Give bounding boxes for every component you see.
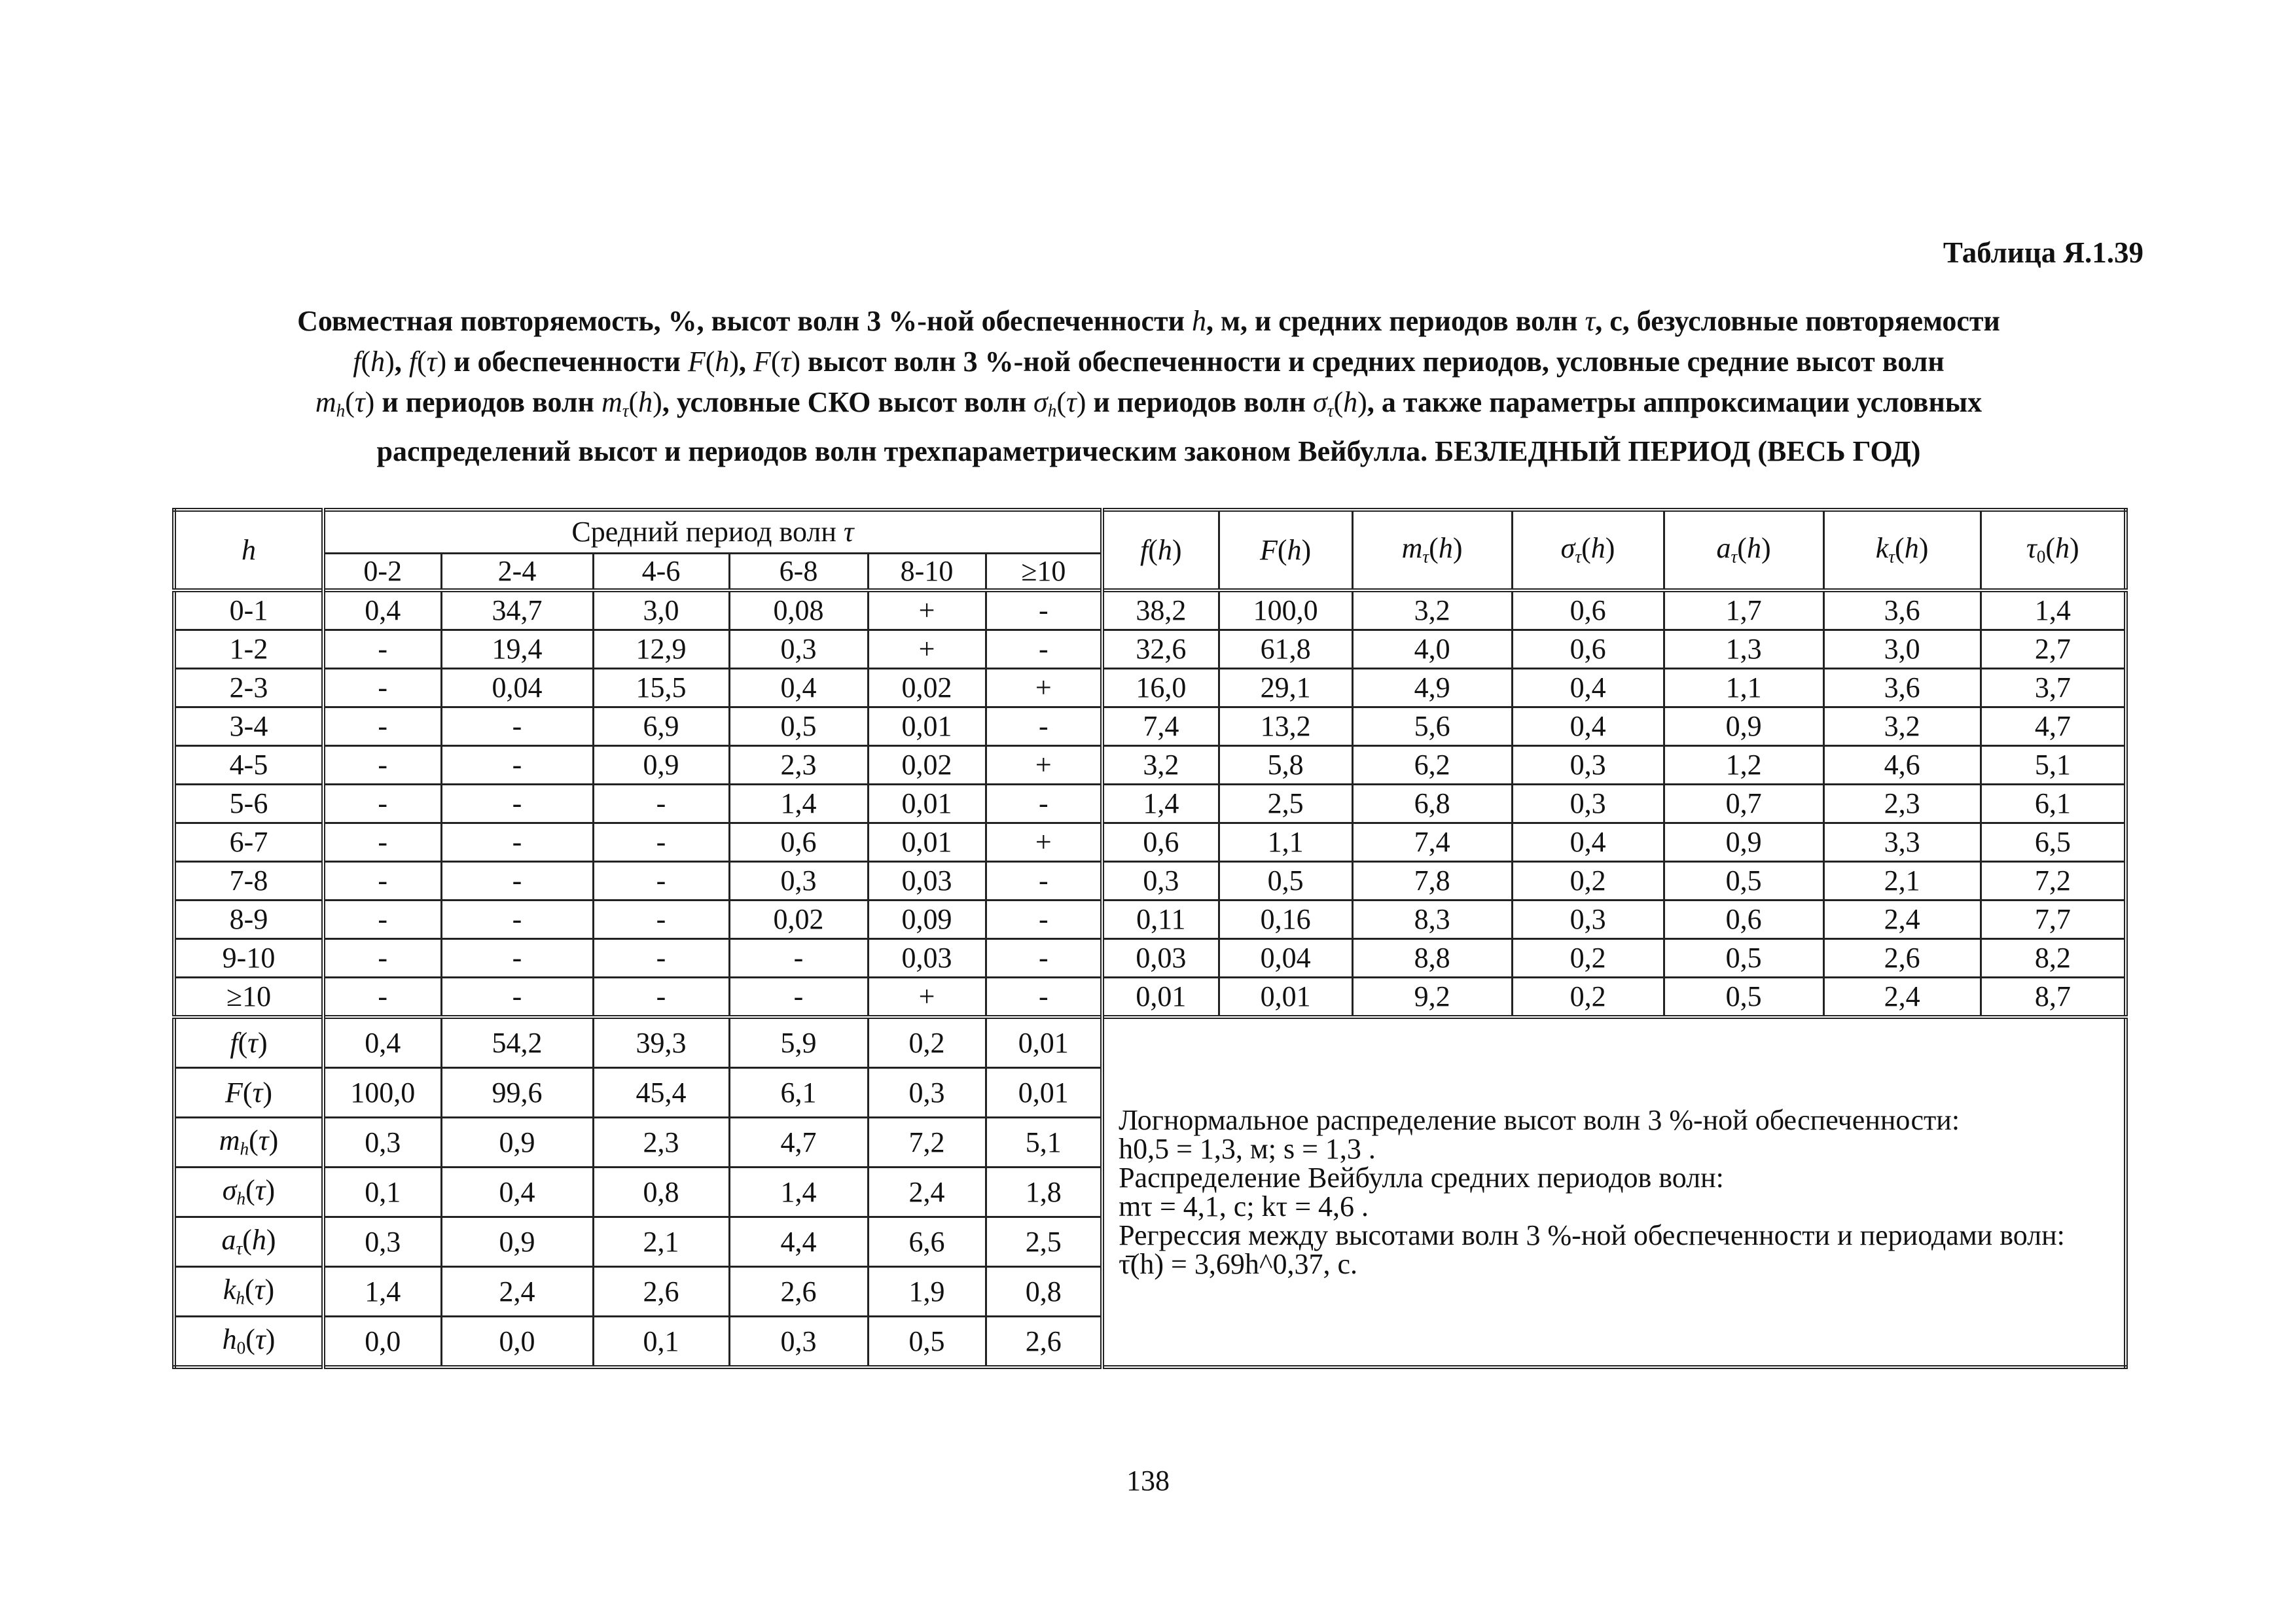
period-value-cell: 1,4 bbox=[729, 785, 868, 823]
period-value-cell: - bbox=[593, 939, 729, 978]
stat-value-cell: 0,2 bbox=[1512, 862, 1664, 901]
stat-value-cell: 2,1 bbox=[1823, 862, 1981, 901]
period-value-cell: 15,5 bbox=[593, 669, 729, 707]
caption-line-2: f(h), f(τ) и обеспеченности F(h), F(τ) высот волн 3 %-ной обеспеченности и средних периодов, условные средние высот волн bbox=[353, 346, 1945, 378]
stat-value-cell: 3,3 bbox=[1823, 823, 1981, 862]
stat-value-cell: 2,7 bbox=[1981, 630, 2126, 669]
table-row bbox=[174, 823, 2126, 862]
footer-value-cell: 4,4 bbox=[729, 1217, 868, 1267]
stat-value-cell: 6,8 bbox=[1352, 785, 1512, 823]
stat-value-cell: 1,3 bbox=[1664, 630, 1823, 669]
stat-value-cell: 0,6 bbox=[1664, 901, 1823, 939]
footer-value-cell: 0,8 bbox=[986, 1267, 1102, 1317]
stat-value-cell: 4,9 bbox=[1352, 669, 1512, 707]
period-value-cell: 0,9 bbox=[593, 746, 729, 785]
period-value-cell: + bbox=[986, 669, 1102, 707]
stat-value-cell: 1,7 bbox=[1664, 590, 1823, 630]
stat-header: $k_\tau(h)$ bbox=[1823, 510, 1981, 590]
period-value-cell: - bbox=[986, 862, 1102, 901]
footer-value-cell: 4,7 bbox=[729, 1118, 868, 1168]
stat-value-cell: 0,9 bbox=[1664, 707, 1823, 746]
footer-value-cell: 2,6 bbox=[593, 1267, 729, 1317]
table-row bbox=[174, 669, 2126, 707]
period-value-cell: 0,4 bbox=[729, 669, 868, 707]
footer-value-cell: 0,8 bbox=[593, 1168, 729, 1217]
footer-value-cell: 0,5 bbox=[868, 1317, 986, 1368]
period-value-cell: 0,01 bbox=[868, 785, 986, 823]
stat-value-cell: 0,5 bbox=[1219, 862, 1352, 901]
footer-row-label: $k_h(\tau)$ bbox=[174, 1267, 323, 1317]
footer-value-cell: 2,6 bbox=[729, 1267, 868, 1317]
period-value-cell: - bbox=[441, 978, 593, 1018]
period-value-cell: - bbox=[323, 707, 441, 746]
footer-value-cell: 0,3 bbox=[868, 1068, 986, 1118]
stat-value-cell: 0,9 bbox=[1664, 823, 1823, 862]
period-value-cell: - bbox=[323, 862, 441, 901]
footer-value-cell: 0,3 bbox=[323, 1118, 441, 1168]
period-value-cell: - bbox=[323, 939, 441, 978]
period-value-cell: 6,9 bbox=[593, 707, 729, 746]
page-number: 138 bbox=[1126, 1465, 1170, 1497]
stat-value-cell: 2,5 bbox=[1219, 785, 1352, 823]
table-number: Таблица Я.1.39 bbox=[1943, 236, 2144, 269]
period-value-cell: 34,7 bbox=[441, 590, 593, 630]
period-value-cell: - bbox=[323, 823, 441, 862]
period-value-cell: - bbox=[323, 746, 441, 785]
stat-value-cell: 0,03 bbox=[1102, 939, 1219, 978]
stat-value-cell: 0,2 bbox=[1512, 978, 1664, 1018]
stat-value-cell: 0,01 bbox=[1219, 978, 1352, 1018]
table-caption bbox=[131, 301, 2166, 472]
period-value-cell: - bbox=[986, 939, 1102, 978]
footer-value-cell: 0,9 bbox=[441, 1118, 593, 1168]
stat-value-cell: 1,1 bbox=[1664, 669, 1823, 707]
footer-value-cell: 0,4 bbox=[323, 1017, 441, 1068]
period-value-cell: 0,09 bbox=[868, 901, 986, 939]
period-value-cell: - bbox=[729, 939, 868, 978]
caption-line-3: $m_h(\tau)$ и периодов волн $m_\tau(h)$, условные СКО высот волн $\sigma_h(\tau)$ и периодов волн $\sigma_\tau(h)$, а также параметры аппроксимации условных bbox=[315, 386, 1982, 421]
footer-value-cell: 100,0 bbox=[323, 1068, 441, 1118]
row-h-range: 4-5 bbox=[174, 746, 323, 785]
table-row bbox=[174, 862, 2126, 901]
period-value-cell: 12,9 bbox=[593, 630, 729, 669]
period-value-cell: + bbox=[986, 746, 1102, 785]
caption-line-1: Совместная повторяемость, %, высот волн 3 %-ной обеспеченности h, м, и средних периодов волн τ, с, безусловные повторяемости bbox=[297, 305, 2000, 337]
period-value-cell: + bbox=[986, 823, 1102, 862]
period-value-cell: 19,4 bbox=[441, 630, 593, 669]
stat-value-cell: 0,3 bbox=[1512, 901, 1664, 939]
period-value-cell: + bbox=[868, 630, 986, 669]
lognormal-title: Логнормальное распределение высот волн 3 %-ной обеспеченности: bbox=[1119, 1103, 1960, 1136]
stat-header: F(h) bbox=[1219, 510, 1352, 590]
stat-value-cell: 7,2 bbox=[1981, 862, 2126, 901]
period-value-cell: + bbox=[868, 978, 986, 1018]
period-value-cell: - bbox=[323, 901, 441, 939]
stat-value-cell: 3,2 bbox=[1352, 590, 1512, 630]
stat-value-cell: 29,1 bbox=[1219, 669, 1352, 707]
period-value-cell: - bbox=[441, 823, 593, 862]
stat-header: $\sigma_\tau(h)$ bbox=[1512, 510, 1664, 590]
header-row bbox=[174, 510, 2126, 554]
footer-value-cell: 2,4 bbox=[441, 1267, 593, 1317]
stat-value-cell: 3,6 bbox=[1823, 669, 1981, 707]
table-row bbox=[174, 785, 2126, 823]
stat-header: $m_\tau(h)$ bbox=[1352, 510, 1512, 590]
period-value-cell: 0,03 bbox=[868, 862, 986, 901]
period-column-header: 0-2 bbox=[323, 554, 441, 591]
period-column-header: ≥10 bbox=[986, 554, 1102, 591]
stat-value-cell: 3,0 bbox=[1823, 630, 1981, 669]
period-value-cell: - bbox=[441, 901, 593, 939]
row-h-range: 7-8 bbox=[174, 862, 323, 901]
footer-value-cell: 0,1 bbox=[593, 1317, 729, 1368]
period-column-header: 6-8 bbox=[729, 554, 868, 591]
stat-value-cell: 100,0 bbox=[1219, 590, 1352, 630]
stat-value-cell: 3,2 bbox=[1102, 746, 1219, 785]
stat-value-cell: 2,4 bbox=[1823, 901, 1981, 939]
period-column-header: 4-6 bbox=[593, 554, 729, 591]
row-h-range: 6-7 bbox=[174, 823, 323, 862]
stat-value-cell: 4,0 bbox=[1352, 630, 1512, 669]
row-h-range: 1-2 bbox=[174, 630, 323, 669]
period-value-cell: + bbox=[868, 590, 986, 630]
stat-value-cell: 0,01 bbox=[1102, 978, 1219, 1018]
footer-value-cell: 0,3 bbox=[729, 1317, 868, 1368]
table-row bbox=[174, 746, 2126, 785]
period-value-cell: - bbox=[986, 707, 1102, 746]
stat-value-cell: 4,7 bbox=[1981, 707, 2126, 746]
footer-value-cell: 0,2 bbox=[868, 1017, 986, 1068]
table-row bbox=[174, 901, 2126, 939]
period-value-cell: - bbox=[441, 746, 593, 785]
period-value-cell: - bbox=[441, 939, 593, 978]
caption-line-4: распределений высот и периодов волн трехпараметрическим законом Вейбулла. БЕЗЛЕДНЫЙ ПЕРИОД (ВЕСЬ ГОД) bbox=[376, 435, 1921, 467]
stat-value-cell: 7,7 bbox=[1981, 901, 2126, 939]
footer-value-cell: 45,4 bbox=[593, 1068, 729, 1118]
period-value-cell: 0,5 bbox=[729, 707, 868, 746]
footer-value-cell: 0,0 bbox=[441, 1317, 593, 1368]
stat-value-cell: 0,3 bbox=[1102, 862, 1219, 901]
stat-value-cell: 0,5 bbox=[1664, 862, 1823, 901]
footer-row bbox=[174, 1017, 2126, 1068]
stat-header: f(h) bbox=[1102, 510, 1219, 590]
stat-value-cell: 0,6 bbox=[1512, 630, 1664, 669]
stat-value-cell: 0,4 bbox=[1512, 707, 1664, 746]
footer-value-cell: 5,1 bbox=[986, 1118, 1102, 1168]
stat-value-cell: 38,2 bbox=[1102, 590, 1219, 630]
row-h-range: 0-1 bbox=[174, 590, 323, 630]
footer-value-cell: 2,4 bbox=[868, 1168, 986, 1217]
period-column-header: 2-4 bbox=[441, 554, 593, 591]
stat-value-cell: 0,5 bbox=[1664, 939, 1823, 978]
row-h-range: 2-3 bbox=[174, 669, 323, 707]
footer-value-cell: 6,1 bbox=[729, 1068, 868, 1118]
stat-value-cell: 6,2 bbox=[1352, 746, 1512, 785]
period-value-cell: 0,3 bbox=[729, 862, 868, 901]
period-value-cell: - bbox=[986, 630, 1102, 669]
weibull-values: mτ = 4,1, с; kτ = 4,6 . bbox=[1119, 1190, 1369, 1222]
stat-value-cell: 16,0 bbox=[1102, 669, 1219, 707]
period-value-cell: - bbox=[729, 978, 868, 1018]
period-value-cell: - bbox=[323, 630, 441, 669]
period-value-cell: 0,04 bbox=[441, 669, 593, 707]
stat-value-cell: 7,4 bbox=[1352, 823, 1512, 862]
h-column-header: h bbox=[174, 510, 323, 590]
distribution-notes bbox=[1102, 1017, 2126, 1367]
weibull-title: Распределение Вейбулла средних периодов волн: bbox=[1119, 1161, 1724, 1194]
stat-value-cell: 8,2 bbox=[1981, 939, 2126, 978]
stat-value-cell: 1,1 bbox=[1219, 823, 1352, 862]
stat-value-cell: 61,8 bbox=[1219, 630, 1352, 669]
period-value-cell: - bbox=[593, 978, 729, 1018]
stat-value-cell: 0,6 bbox=[1512, 590, 1664, 630]
period-value-cell: - bbox=[323, 978, 441, 1018]
footer-value-cell: 1,8 bbox=[986, 1168, 1102, 1217]
footer-value-cell: 1,9 bbox=[868, 1267, 986, 1317]
row-h-range: 5-6 bbox=[174, 785, 323, 823]
footer-row-label: $a_\tau(h)$ bbox=[174, 1217, 323, 1267]
footer-row-label: h0(τ) bbox=[174, 1317, 323, 1368]
regression-formula: τ̄(h) = 3,69h^0,37, с. bbox=[1119, 1247, 1358, 1280]
table-row bbox=[174, 939, 2126, 978]
stat-value-cell: 0,2 bbox=[1512, 939, 1664, 978]
period-value-cell: 0,02 bbox=[729, 901, 868, 939]
period-value-cell: 0,08 bbox=[729, 590, 868, 630]
footer-value-cell: 99,6 bbox=[441, 1068, 593, 1118]
footer-value-cell: 0,01 bbox=[986, 1017, 1102, 1068]
stat-value-cell: 3,6 bbox=[1823, 590, 1981, 630]
period-value-cell: 0,02 bbox=[868, 669, 986, 707]
footer-value-cell: 39,3 bbox=[593, 1017, 729, 1068]
footer-value-cell: 2,6 bbox=[986, 1317, 1102, 1368]
stat-value-cell: 5,1 bbox=[1981, 746, 2126, 785]
footer-row-label: f(τ) bbox=[174, 1017, 323, 1068]
stat-value-cell: 0,4 bbox=[1512, 823, 1664, 862]
regression-title: Регрессия между высотами волн 3 %-ной обеспеченности и периодами волн: bbox=[1119, 1219, 2065, 1251]
stat-value-cell: 6,5 bbox=[1981, 823, 2126, 862]
stat-value-cell: 5,8 bbox=[1219, 746, 1352, 785]
stat-value-cell: 8,8 bbox=[1352, 939, 1512, 978]
stat-value-cell: 1,2 bbox=[1664, 746, 1823, 785]
stat-value-cell: 0,3 bbox=[1512, 785, 1664, 823]
stat-value-cell: 0,6 bbox=[1102, 823, 1219, 862]
footer-value-cell: 54,2 bbox=[441, 1017, 593, 1068]
stat-value-cell: 2,4 bbox=[1823, 978, 1981, 1018]
footer-row-label: $\sigma_h(\tau)$ bbox=[174, 1168, 323, 1217]
period-value-cell: 0,4 bbox=[323, 590, 441, 630]
stat-value-cell: 7,4 bbox=[1102, 707, 1219, 746]
period-value-cell: - bbox=[441, 707, 593, 746]
footer-value-cell: 5,9 bbox=[729, 1017, 868, 1068]
row-h-range: 9-10 bbox=[174, 939, 323, 978]
row-h-range: 3-4 bbox=[174, 707, 323, 746]
footer-value-cell: 1,4 bbox=[729, 1168, 868, 1217]
footer-value-cell: 7,2 bbox=[868, 1118, 986, 1168]
period-value-cell: - bbox=[441, 785, 593, 823]
period-value-cell: - bbox=[986, 785, 1102, 823]
footer-value-cell: 2,5 bbox=[986, 1217, 1102, 1267]
stat-value-cell: 3,2 bbox=[1823, 707, 1981, 746]
stat-value-cell: 0,7 bbox=[1664, 785, 1823, 823]
footer-value-cell: 0,4 bbox=[441, 1168, 593, 1217]
stat-value-cell: 8,3 bbox=[1352, 901, 1512, 939]
stat-value-cell: 5,6 bbox=[1352, 707, 1512, 746]
period-value-cell: - bbox=[323, 785, 441, 823]
stat-header: τ0(h) bbox=[1981, 510, 2126, 590]
lognormal-values: h0,5 = 1,3, м; s = 1,3 . bbox=[1119, 1132, 1376, 1165]
period-value-cell: - bbox=[986, 590, 1102, 630]
footer-row-label: $m_h(\tau)$ bbox=[174, 1118, 323, 1168]
period-value-cell: - bbox=[593, 862, 729, 901]
period-value-cell: - bbox=[986, 978, 1102, 1018]
table-row bbox=[174, 590, 2126, 630]
stat-header: $a_\tau(h)$ bbox=[1664, 510, 1823, 590]
period-value-cell: 3,0 bbox=[593, 590, 729, 630]
footer-value-cell: 0,01 bbox=[986, 1068, 1102, 1118]
footer-value-cell: 1,4 bbox=[323, 1267, 441, 1317]
period-value-cell: 0,03 bbox=[868, 939, 986, 978]
period-value-cell: 0,3 bbox=[729, 630, 868, 669]
period-value-cell: - bbox=[986, 901, 1102, 939]
stat-value-cell: 13,2 bbox=[1219, 707, 1352, 746]
stat-value-cell: 2,6 bbox=[1823, 939, 1981, 978]
period-column-header: 8-10 bbox=[868, 554, 986, 591]
stat-value-cell: 1,4 bbox=[1102, 785, 1219, 823]
stat-value-cell: 0,16 bbox=[1219, 901, 1352, 939]
footer-value-cell: 2,3 bbox=[593, 1118, 729, 1168]
table-row bbox=[174, 707, 2126, 746]
footer-value-cell: 2,1 bbox=[593, 1217, 729, 1267]
stat-value-cell: 2,3 bbox=[1823, 785, 1981, 823]
period-value-cell: 0,6 bbox=[729, 823, 868, 862]
row-h-range: 8-9 bbox=[174, 901, 323, 939]
footer-value-cell: 6,6 bbox=[868, 1217, 986, 1267]
period-value-cell: 2,3 bbox=[729, 746, 868, 785]
stat-value-cell: 8,7 bbox=[1981, 978, 2126, 1018]
stat-value-cell: 3,7 bbox=[1981, 669, 2126, 707]
stat-value-cell: 0,3 bbox=[1512, 746, 1664, 785]
period-value-cell: - bbox=[593, 901, 729, 939]
wave-statistics-table bbox=[172, 508, 2128, 1369]
footer-value-cell: 0,0 bbox=[323, 1317, 441, 1368]
table-row bbox=[174, 978, 2126, 1018]
row-h-range: ≥10 bbox=[174, 978, 323, 1018]
stat-value-cell: 0,04 bbox=[1219, 939, 1352, 978]
stat-value-cell: 0,5 bbox=[1664, 978, 1823, 1018]
footer-value-cell: 0,1 bbox=[323, 1168, 441, 1217]
stat-value-cell: 4,6 bbox=[1823, 746, 1981, 785]
footer-value-cell: 0,3 bbox=[323, 1217, 441, 1267]
footer-value-cell: 0,9 bbox=[441, 1217, 593, 1267]
stat-value-cell: 0,4 bbox=[1512, 669, 1664, 707]
stat-value-cell: 0,11 bbox=[1102, 901, 1219, 939]
period-value-cell: 0,01 bbox=[868, 707, 986, 746]
stat-value-cell: 9,2 bbox=[1352, 978, 1512, 1018]
period-value-cell: - bbox=[593, 823, 729, 862]
footer-row-label: F(τ) bbox=[174, 1068, 323, 1118]
table-row bbox=[174, 630, 2126, 669]
stat-value-cell: 7,8 bbox=[1352, 862, 1512, 901]
period-value-cell: 0,01 bbox=[868, 823, 986, 862]
stat-value-cell: 1,4 bbox=[1981, 590, 2126, 630]
period-value-cell: - bbox=[593, 785, 729, 823]
period-value-cell: - bbox=[323, 669, 441, 707]
stat-value-cell: 32,6 bbox=[1102, 630, 1219, 669]
period-value-cell: 0,02 bbox=[868, 746, 986, 785]
period-value-cell: - bbox=[441, 862, 593, 901]
period-group-header: Средний период волн τ bbox=[323, 510, 1102, 554]
stat-value-cell: 6,1 bbox=[1981, 785, 2126, 823]
